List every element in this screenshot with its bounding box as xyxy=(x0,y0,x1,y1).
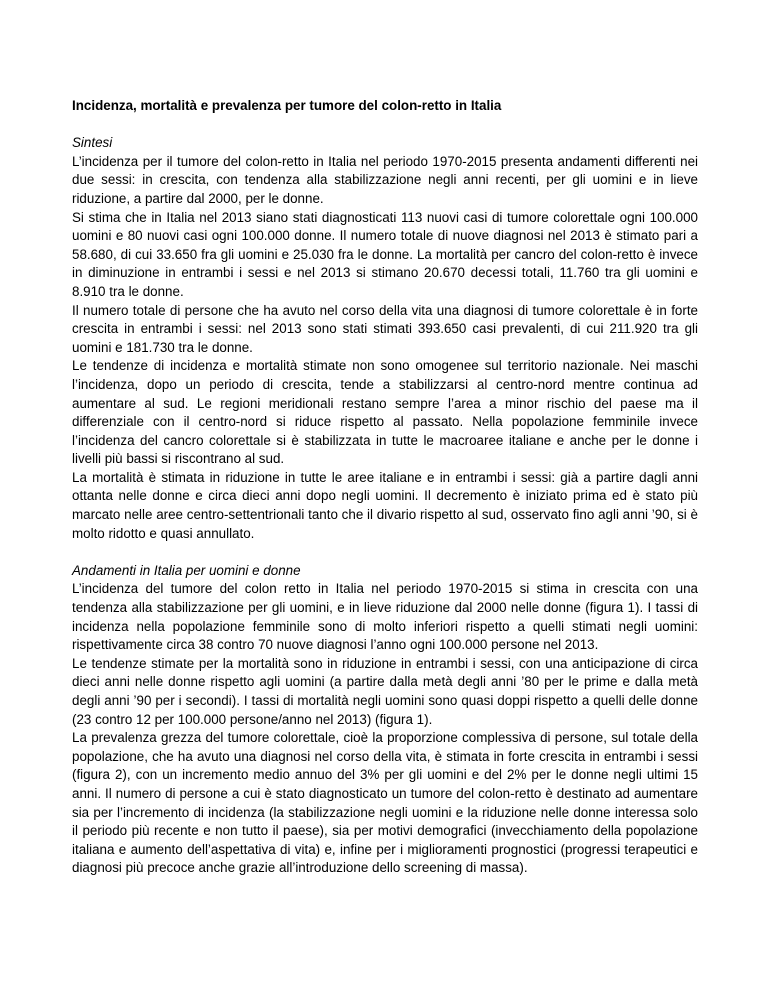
paragraph: Le tendenze stimate per la mortalità sono in riduzione in entrambi i sessi, con una anticipazione di circa dieci anni nelle donne rispetto agli uomini (a partire dalla metà degli anni ’80 per le prime e dalla metà degli anni ’90 per i secondi). I tassi di mortalità negli uomini sono quasi doppi rispetto a quelli delle donne (23 contro 12 per 100.000 persone/anno nel 2013) (figura 1). xyxy=(72,655,698,727)
document-title: Incidenza, mortalità e prevalenza per tumore del colon-retto in Italia xyxy=(72,98,502,113)
section-heading: Andamenti in Italia per uomini e donne xyxy=(72,562,301,578)
paragraph: La prevalenza grezza del tumore colorettale, cioè la proporzione complessiva di persone, sul totale della popolazione, che ha avuto una diagnosi nel corso della vita, è stimata in forte crescita in entrambi i sessi (figura 2), con un incremento medio annuo del 3% per gli uomini e del 2% per le donne negli ultimi 15 anni. Il numero di persone a cui è stato diagnosticato un tumore del colon-retto è destinato ad aumentare sia per l’incremento di incidenza (la stabilizzazione negli uomini e la riduzione nelle donne interessa solo il periodo più recente e non tutto il paese), sia per motivi demografici (invecchiamento della popolazione italiana e aumento dell’aspettativa di vita) e, infine per i miglioramenti prognostici (progressi terapeutici e diagnosi più precoce anche grazie all’introduzione dello screening di massa). xyxy=(72,730,698,876)
document-page xyxy=(72,97,698,878)
section-andamenti xyxy=(72,562,698,878)
section-sintesi xyxy=(72,134,698,543)
paragraph: La mortalità è stimata in riduzione in tutte le aree italiane e in entrambi i sessi: già a partire dagli anni ottanta nelle donne e circa dieci anni dopo negli uomini. Il decremento è iniziato prima ed è stato più marcato nelle aree centro-settentrionali tanto che il divario rispetto al sud, osservato fino agli anni ’90, si è molto ridotto e quasi annullato. xyxy=(72,469,698,541)
paragraph: L’incidenza per il tumore del colon-retto in Italia nel periodo 1970-2015 presenta andamenti differenti nei due sessi: in crescita, con tendenza alla stabilizzazione negli anni recenti, per gli uomini e in lieve riduzione, a partire dal 2000, per le donne. xyxy=(72,153,698,206)
paragraph: Il numero totale di persone che ha avuto nel corso della vita una diagnosi di tumore colorettale è in forte crescita in entrambi i sessi: nel 2013 sono stati stimati 393.650 casi prevalenti, di cui 211.920 tra gli uomini e 181.730 tra le donne. xyxy=(72,302,698,355)
section-spacer xyxy=(72,543,698,562)
paragraph: Le tendenze di incidenza e mortalità stimate non sono omogenee sul territorio nazionale. Nei maschi l’incidenza, dopo un periodo di crescita, tende a stabilizzarsi al centro-nord mentre continua ad aumentare al sud. Le regioni meridionali restano sempre l’area a minor rischio del paese ma il differenziale con il centro-nord si riduce rispetto al passato. Nella popolazione femminile invece l’incidenza del cancro colorettale si è stabilizzata in tutte le macroaree italiane e anche per le donne i livelli più bassi si riscontrano al sud. xyxy=(72,358,698,467)
section-heading: Sintesi xyxy=(72,135,113,151)
paragraph: Si stima che in Italia nel 2013 siano stati diagnosticati 113 nuovi casi di tumore colorettale ogni 100.000 uomini e 80 nuovi casi ogni 100.000 donne. Il numero totale di nuove diagnosi nel 2013 è stimato pari a 58.680, di cui 33.650 fra gli uomini e 25.030 fra le donne. La mortalità per cancro del colon-retto è invece in diminuzione in entrambi i sessi e nel 2013 si stimano 20.670 decessi totali, 11.760 tra gli uomini e 8.910 tra le donne. xyxy=(72,209,698,299)
paragraph: L’incidenza del tumore del colon retto in Italia nel periodo 1970-2015 si stima in crescita con una tendenza alla stabilizzazione per gli uomini, e in lieve riduzione dal 2000 nelle donne (figura 1). I tassi di incidenza nella popolazione femminile sono di molto inferiori rispetto a quelli stimati negli uomini: rispettivamente circa 38 contro 70 nuove diagnosi l’anno ogni 100.000 persone nel 2013. xyxy=(72,581,698,653)
